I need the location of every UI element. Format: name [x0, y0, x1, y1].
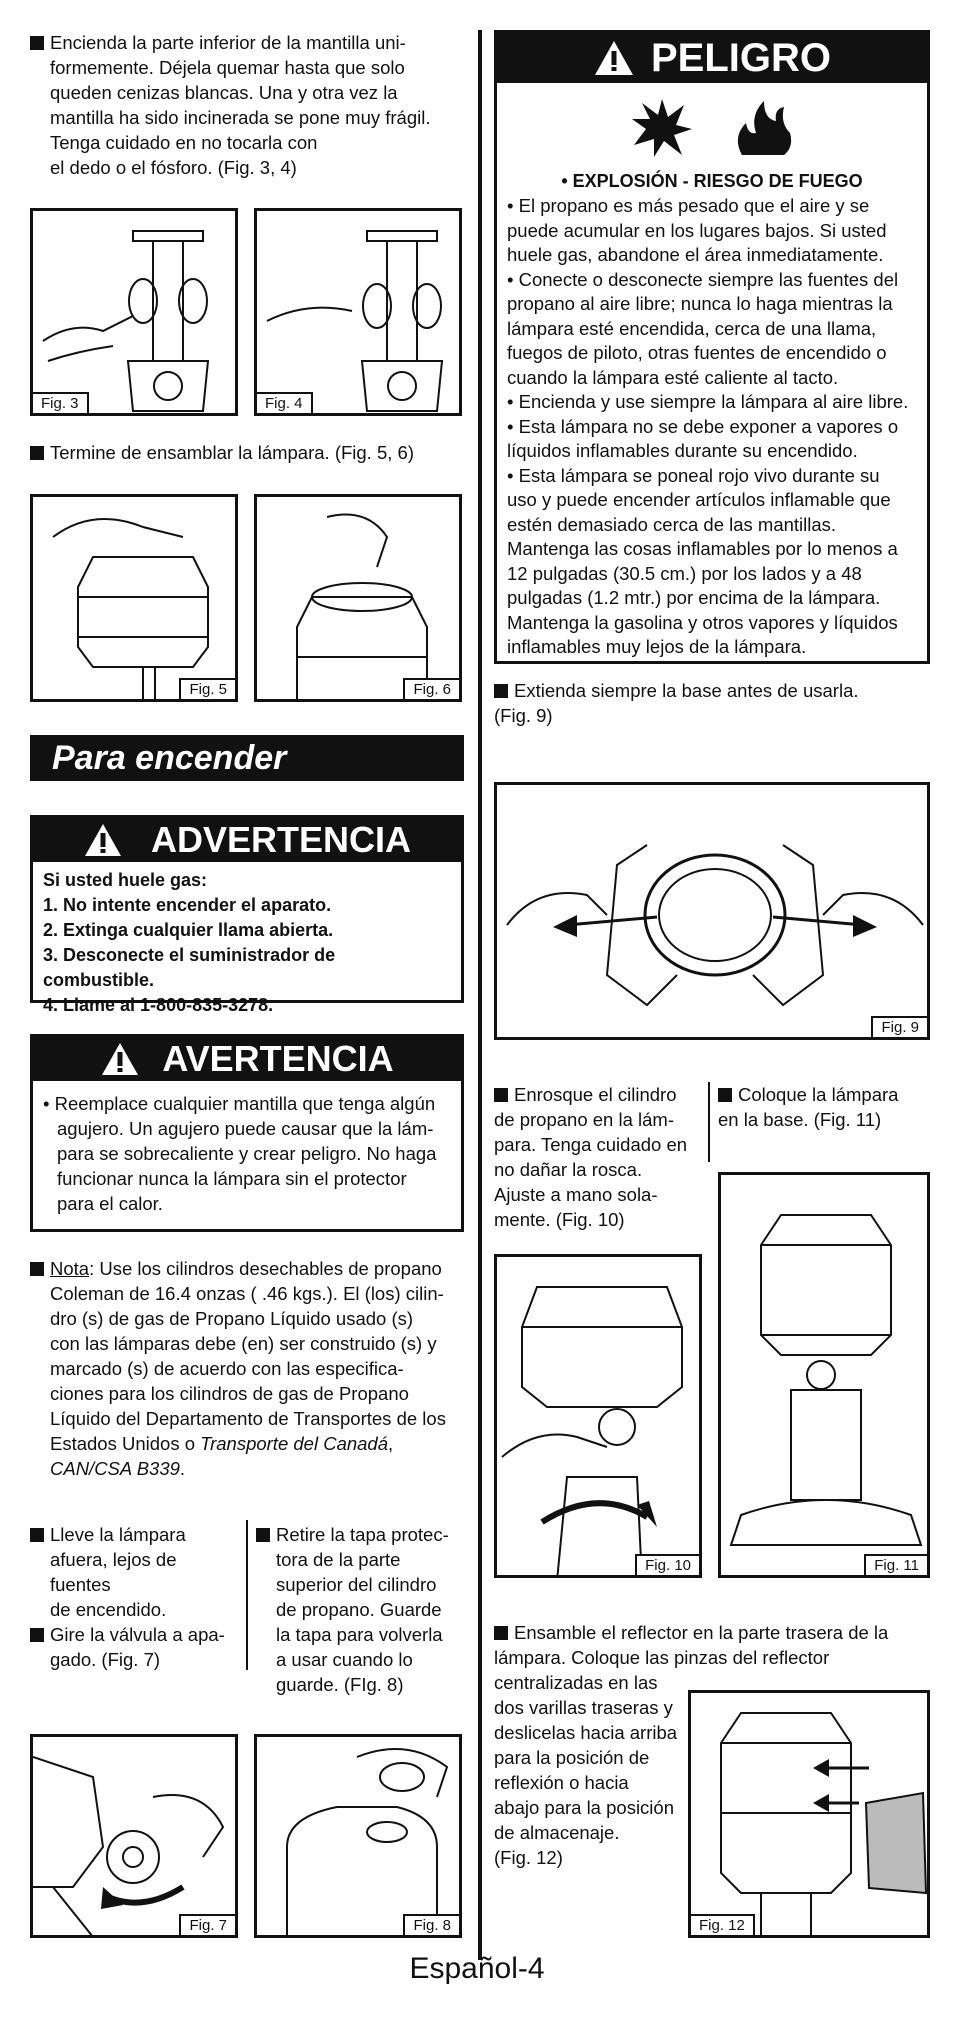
text-line: Coleman de 16.4 onzas ( .46 kgs.). El (los) cilin-: [50, 1283, 444, 1304]
italic-text: Transporte del Canadá: [200, 1433, 389, 1454]
text-line: para. Tenga cuidado en: [494, 1134, 688, 1155]
step-screw-cylinder: [494, 1082, 704, 1232]
warning-triangle-icon: [593, 39, 635, 77]
text-line: propano al aire libre; nunca lo haga mientras la: [507, 293, 893, 314]
avertencia-body: [33, 1081, 461, 1226]
bullet-square-icon: [494, 1626, 508, 1640]
figure-label: Fig. 9: [871, 1016, 927, 1037]
text-line: Encienda la parte inferior de la mantilla uni-: [50, 32, 406, 53]
text-line: Mantenga las cosas inflamables por lo menos a: [507, 538, 898, 559]
step-remove-cap: [256, 1522, 466, 1697]
advertencia-body: [33, 862, 461, 1024]
bullet-square-icon: [494, 684, 508, 698]
text-line: Enrosque el cilindro: [514, 1084, 677, 1105]
figure-label: Fig. 7: [179, 1914, 235, 1935]
bullet-square-icon: [30, 36, 44, 50]
text-line: ,: [388, 1433, 394, 1454]
text-line: fuegos de piloto, otras fuentes de encendido o: [507, 342, 887, 363]
nota-paragraph: [30, 1256, 470, 1481]
text-line: (Fig. 12): [494, 1847, 563, 1868]
text-line: queden cenizas blancas. Una y otra vez la: [50, 82, 398, 103]
peligro-box: [494, 30, 930, 664]
text-line: de encendido.: [50, 1599, 167, 1620]
text-line: la tapa para volverla: [276, 1624, 443, 1645]
text-line: 12 pulgadas (30.5 cm.) por los lados y a 48: [507, 562, 862, 584]
text-line: huele gas, abandone el área inmediatamente.: [507, 244, 884, 265]
text-line: 3. Desconecte el suministrador de combustible.: [43, 945, 336, 990]
text-line: funcionar nunca la lámpara sin el protector: [57, 1168, 407, 1189]
text-line: dos varillas traseras y: [494, 1697, 673, 1718]
advertencia-header: [33, 818, 461, 862]
text-line: Si usted huele gas:: [43, 870, 208, 890]
text-line: de propano. Guarde: [276, 1599, 442, 1620]
lantern-on-base-illustration: [721, 1175, 930, 1578]
text-line: Mantenga la gasolina y otros vapores y líquidos: [507, 611, 898, 633]
figure-label: Fig. 12: [691, 1914, 755, 1935]
lantern-assembly-illustration: [33, 497, 238, 702]
text-line: de almacenaje.: [494, 1822, 620, 1843]
bullet-square-icon: [30, 1262, 44, 1276]
subcolumn-divider: [708, 1082, 710, 1162]
bullet-square-icon: [30, 1628, 44, 1642]
figure-label: Fig. 11: [864, 1554, 927, 1575]
text-line: • Esta lámpara se poneal rojo vivo durante su: [507, 464, 880, 486]
text-line: Coloque la lámpara: [738, 1084, 899, 1105]
text-line: puede acumular en los lugares bajos. Si usted: [507, 219, 887, 241]
figure-label: Fig. 3: [33, 392, 89, 413]
text-line: : Use los cilindros desechables de propano: [89, 1258, 442, 1279]
section-title-bar: [30, 735, 464, 781]
explosion-icon: [632, 97, 692, 157]
step-reflector-cont: [494, 1670, 694, 1870]
text-line: mente. (Fig. 10): [494, 1209, 625, 1230]
step-take-outside: [30, 1522, 240, 1672]
reflector-assembly-illustration: [691, 1693, 930, 1938]
text-line: Extienda siempre la base antes de usarla.: [514, 680, 859, 701]
text-line: Líquido del Departamento de Transportes de los: [50, 1408, 446, 1429]
text-line: mantilla ha sido incinerada se pone muy frágil.: [50, 107, 431, 128]
text-line: guarde. (FIg. 8): [276, 1674, 404, 1695]
text-line: el dedo o el fósforo. (Fig. 3, 4): [50, 157, 297, 178]
bullet-square-icon: [494, 1088, 508, 1102]
text-line: para el calor.: [57, 1193, 163, 1214]
bullet-square-icon: [30, 1528, 44, 1542]
figure-4: [254, 208, 462, 416]
figure-label: Fig. 6: [403, 678, 459, 699]
text-line: lámpara esté encendida, cerca de una llama,: [507, 317, 877, 339]
text-line: pulgadas (1.2 mtr.) por encima de la lámpara.: [507, 587, 881, 608]
figure-3: [30, 208, 238, 416]
figure-11: [718, 1172, 930, 1578]
bullet-square-icon: [30, 446, 44, 460]
text-line: abajo para la posición: [494, 1797, 674, 1818]
text-line: 4. Llame al 1-800-835-3278.: [43, 995, 274, 1015]
figure-10: [494, 1254, 702, 1578]
text-line: no dañar la rosca.: [494, 1159, 643, 1180]
text-line: estén demasiado cerca de las mantillas.: [507, 513, 837, 535]
figure-9: [494, 782, 930, 1040]
text-line: Gire la válvula a apa-: [50, 1624, 225, 1645]
text-line: Ensamble el reflector en la parte trasera de la: [514, 1622, 889, 1643]
text-line: de propano en la lám-: [494, 1109, 674, 1130]
text-line: afuera, lejos de: [50, 1549, 177, 1570]
step-burn-mantle: [30, 30, 470, 180]
text-line: marcado (s) de acuerdo con las especifica-: [50, 1358, 404, 1379]
lantern-lighting-illustration: [33, 211, 238, 416]
warning-triangle-icon: [83, 822, 123, 858]
advertencia-box: [30, 815, 464, 1015]
text-line: lámpara. Coloque las pinzas del reflector: [494, 1647, 830, 1668]
text-line: cuando la lámpara esté caliente al tacto.: [507, 366, 839, 388]
text-line: fuentes: [50, 1574, 111, 1595]
avertencia-title: AVERTENCIA: [162, 1038, 394, 1079]
text-line: dro (s) de gas de Propano Líquido usado (s): [50, 1308, 414, 1329]
cylinder-screw-illustration: [497, 1257, 702, 1578]
text-line: Estados Unidos o: [50, 1433, 201, 1454]
text-line: tora de la parte: [276, 1549, 401, 1570]
text-line: centralizadas en las: [494, 1672, 658, 1693]
subcolumn-divider: [246, 1520, 248, 1670]
warning-triangle-icon: [100, 1041, 140, 1077]
lantern-assembly-illustration: [257, 497, 462, 702]
text-line: reflexión o hacia: [494, 1772, 629, 1793]
nota-label: Nota: [50, 1258, 90, 1279]
peligro-body: [497, 192, 927, 662]
step-reflector: [494, 1620, 934, 1670]
text-line: • El propano es más pesado que el aire y se: [507, 195, 870, 216]
text-line: • Encienda y use siempre la lámpara al aire libre.: [507, 391, 909, 412]
advertencia-title: ADVERTENCIA: [150, 819, 411, 860]
valve-turning-illustration: [33, 1737, 238, 1938]
text-line: ciones para los cilindros de gas de Propano: [50, 1383, 409, 1404]
text-line: deslicelas hacia arriba: [494, 1722, 678, 1743]
text-line: agujero. Un agujero puede causar que la lám-: [57, 1118, 434, 1139]
text-line: Tenga cuidado en no tocarla con: [50, 132, 318, 153]
text-line: en la base. (Fig. 11): [718, 1109, 882, 1130]
avertencia-header: [33, 1037, 461, 1081]
bullet-square-icon: [718, 1088, 732, 1102]
text-line: Retire la tapa protec-: [276, 1524, 449, 1545]
step-place-lamp: [718, 1082, 933, 1132]
text-line: a usar cuando lo: [276, 1649, 413, 1670]
section-title: Para encender: [52, 739, 287, 777]
step-finish-assembly: [30, 440, 470, 465]
page-footer: Español-4: [409, 1952, 545, 1985]
text-line: • Esta lámpara no se debe exponer a vapores o: [507, 415, 899, 437]
text-line: gado. (Fig. 7): [50, 1649, 161, 1670]
peligro-subtitle: • EXPLOSIÓN - RIESGO DE FUEGO: [561, 171, 863, 191]
lantern-lighting-illustration: [257, 211, 462, 416]
text-line: formemente. Déjela quemar hasta que solo: [50, 57, 405, 78]
text-line: Termine de ensamblar la lámpara. (Fig. 5, 6): [50, 442, 414, 463]
text-line: 2. Extinga cualquier llama abierta.: [43, 920, 334, 940]
cylinder-cap-illustration: [257, 1737, 462, 1938]
figure-label: Fig. 8: [403, 1914, 459, 1935]
text-line: • Reemplace cualquier mantilla que tenga algún: [43, 1093, 436, 1114]
figure-5: [30, 494, 238, 702]
text-line: • Conecte o desconecte siempre las fuentes del: [507, 268, 899, 290]
text-line: líquidos inflamables durante su encendido.: [507, 440, 858, 461]
base-extend-illustration: [497, 785, 930, 1040]
figure-6: [254, 494, 462, 702]
hazard-icons: [497, 97, 927, 157]
figure-label: Fig. 10: [635, 1554, 699, 1575]
text-line: inflamables muy lejos de la lámpara.: [507, 636, 807, 657]
figure-label: Fig. 5: [179, 678, 235, 699]
bullet-square-icon: [256, 1528, 270, 1542]
text-line: Ajuste a mano sola-: [494, 1184, 658, 1205]
column-divider: [478, 30, 482, 1960]
peligro-title: PELIGRO: [650, 35, 832, 80]
text-line: superior del cilindro: [276, 1574, 437, 1595]
text-line: con las lámparas debe (en) ser construido (s) y: [50, 1333, 437, 1354]
text-line: uso y puede encender artículos inflamable que: [507, 489, 891, 510]
fire-icon: [732, 97, 792, 157]
text-line: Lleve la lámpara: [50, 1524, 186, 1545]
figure-7: [30, 1734, 238, 1938]
peligro-header: [497, 33, 927, 83]
text-line: 1. No intente encender el aparato.: [43, 895, 332, 915]
figure-label: Fig. 4: [257, 392, 313, 413]
figure-12: [688, 1690, 930, 1938]
step-extend-base: [494, 678, 934, 728]
text-line: .: [179, 1458, 186, 1479]
text-line: para la posición de: [494, 1747, 650, 1768]
figure-8: [254, 1734, 462, 1938]
text-line: (Fig. 9): [494, 705, 553, 726]
text-line: para se sobrecaliente y crear peligro. No haga: [57, 1143, 437, 1164]
avertencia-box: [30, 1034, 464, 1232]
italic-text: CAN/CSA B339: [50, 1458, 180, 1479]
